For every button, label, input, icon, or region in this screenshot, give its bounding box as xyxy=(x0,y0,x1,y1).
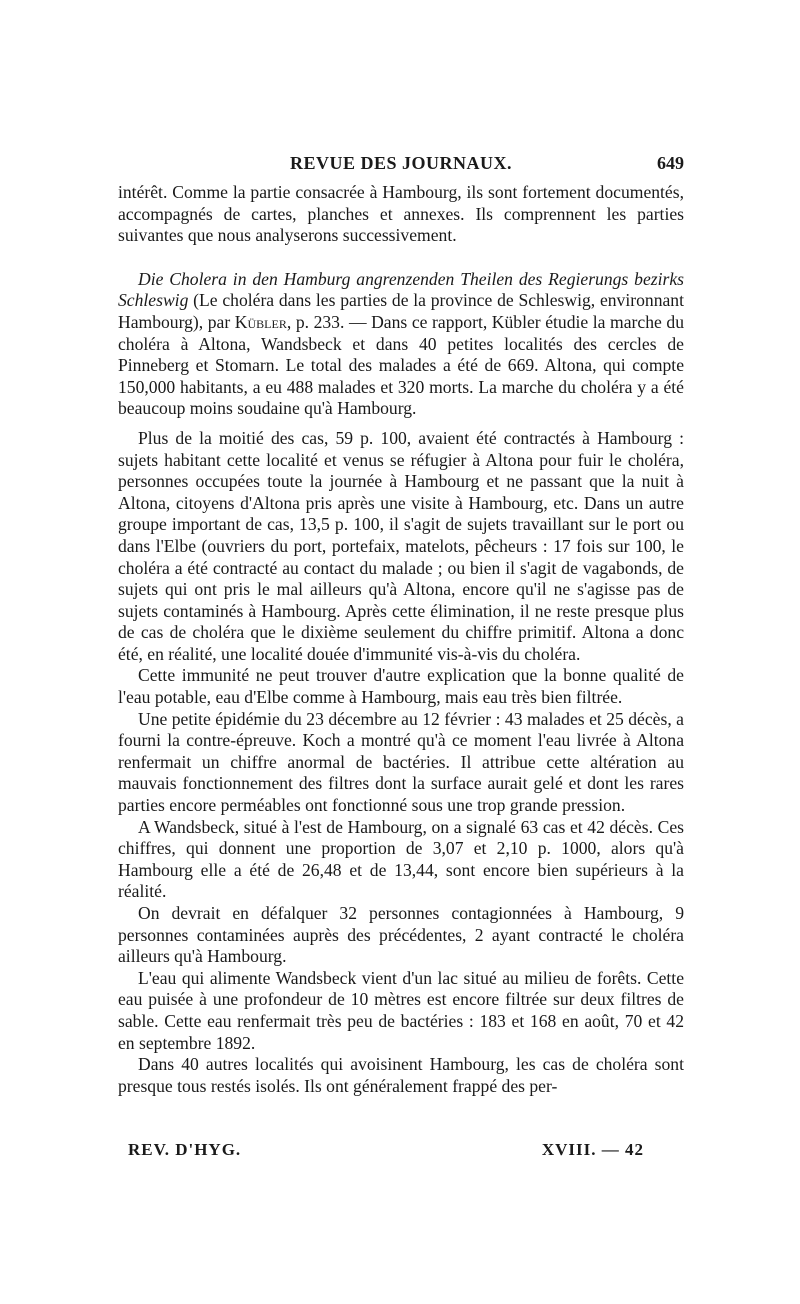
paragraph-deductions: On devrait en défalquer 32 personnes contagionnées à Hambourg, 9 personnes contaminées auprès des précédentes, 2 ayant contracté le choléra ailleurs qu'à Hambourg. xyxy=(118,903,684,967)
running-title: REVUE DES JOURNAUX. xyxy=(289,153,513,173)
report-text-b: , p. 233. — Dans ce rapport, Kübler étudie la marche du choléra à Altona, Wandsbeck et dans 40 petites localités des cercles de Pinneberg et Stomarn. Le total des malades a été de 669. Altona, qui compte 150,000 habitants, a eu 488 malades et 320 morts. La marche du choléra y a été beaucoup moins soudaine qu'à Hambourg. xyxy=(118,311,684,419)
paragraph-wandsbeck: A Wandsbeck, situé à l'est de Hambourg, on a signalé 63 cas et 42 décès. Ces chiffres, qui donnent une proportion de 3,07 et 2,10 p. 1000, alors qu'à Hambourg elle a été de 26,48 et de 13,44, sont encore bien supérieurs à la réalité. xyxy=(118,816,684,902)
footer-signature: XVIII. — 42 xyxy=(541,1140,644,1159)
report-text-a: (Le choléra dans les parties de la province de Schleswig, environnant Hambourg), par xyxy=(118,290,684,332)
paragraph-small-epidemic: Une petite épidémie du 23 décembre au 12 février : 43 malades et 25 décès, a fourni la contre-épreuve. Koch a montré qu'à ce moment l'eau livrée à Altona renfermait un chiffre anormal de bactéries. Il attribue cette altération au mauvais fonctionnement des filtres dont la surface aurait gelé et dont les rares parties encore perméables ont fonctionné sous une trop grande pression. xyxy=(118,708,684,816)
paragraph-intro: intérêt. Comme la partie consacrée à Hambourg, ils sont fortement documentés, accompagnés de cartes, planches et annexes. Ils comprennent les parties suivantes que nous analyserons successivement. xyxy=(118,182,684,246)
running-head xyxy=(118,153,684,177)
report-title: Die Cholera in den Hamburg angrenzenden Theilen des Regierungs bezirks Schleswig xyxy=(118,268,684,311)
report-author: Kübler xyxy=(234,311,287,332)
paragraph-immunity: Cette immunité ne peut trouver d'autre explication que la bonne qualité de l'eau potable, eau d'Elbe comme à Hambourg, mais eau très bien filtrée. xyxy=(118,665,684,708)
page-footer xyxy=(118,1140,684,1164)
paragraph-altona-cases: Plus de la moitié des cas, 59 p. 100, avaient été contractés à Hambourg : sujets habitant cette localité et venus se réfugier à Altona pour fuir le choléra, personnes occupées toute la journée à Hambourg et ne passant que la nuit à Altona, citoyens d'Altona pris après une visite à Hambourg, etc. Dans un autre groupe important de cas, 13,5 p. 100, il s'agit de sujets travaillant sur le port ou dans l'Elbe (ouvriers du port, portefaix, matelots, pêcheurs : 17 fois sur 100, le choléra a été contracté au contact du malade ; ou bien il s'agit de vagabonds, de sujets qui ont pris le mal ailleurs qu'à Altona, encore qu'il ne s'agisse pas de sujets contaminés à Hambourg. Après cette élimination, il ne reste presque plus de cas de choléra que le dixième seulement du chiffre primitif. Altona a donc été, en réalité, une localité douée d'immunité vis-à-vis du choléra. xyxy=(118,427,684,664)
footer-journal: REV. D'HYG. xyxy=(128,1140,242,1159)
page-number: 649 xyxy=(657,153,684,173)
paragraph-report-summary xyxy=(118,269,684,420)
paragraph-other-localities: Dans 40 autres localités qui avoisinent Hambourg, les cas de choléra sont presque tous restés isolés. Ils ont généralement frappé des per- xyxy=(118,1054,684,1096)
body-text xyxy=(118,182,684,1097)
paragraph-water-supply: L'eau qui alimente Wandsbeck vient d'un lac situé au milieu de forêts. Cette eau puisée à une profondeur de 10 mètres est encore filtrée sur deux filtres de sable. Cette eau renfermait très peu de bactéries : 183 et 168 en août, 70 et 42 en septembre 1892. xyxy=(118,967,684,1053)
